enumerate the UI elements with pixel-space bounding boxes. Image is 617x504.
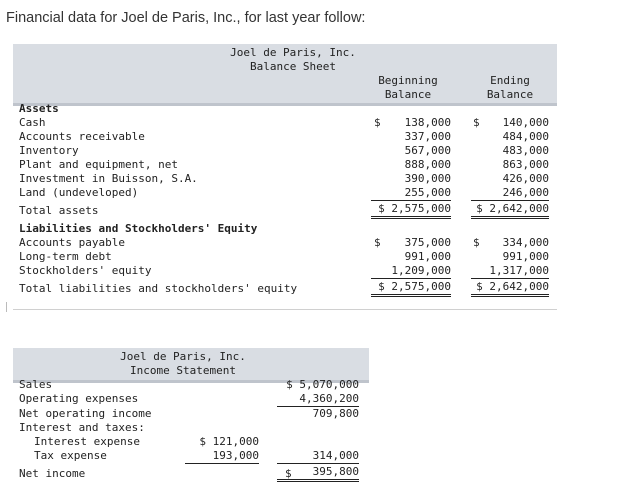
col-ending-line1: Ending — [490, 74, 530, 87]
dollar-sign: $ — [473, 116, 480, 129]
balance-sheet — [13, 44, 557, 310]
asset-end-value: 863,000 — [502, 158, 549, 171]
liability-begin-value: 1,209,000 — [371, 264, 451, 279]
liability-end-value: 1,317,000 — [471, 264, 549, 279]
bs-company-name: Joel de Paris, Inc. — [230, 46, 356, 59]
total-assets-begin: $ 2,575,000 — [371, 202, 451, 219]
opex-label: Operating expenses — [19, 392, 139, 405]
liability-begin-value: 991,000 — [404, 250, 451, 263]
col-beginning-line1: Beginning — [378, 74, 438, 87]
tax-expense-label: Tax expense — [34, 449, 107, 462]
liability-label: Accounts payable — [19, 236, 125, 249]
net-income-value: 395,800 — [277, 465, 359, 482]
dollar-sign: $ — [285, 467, 292, 480]
is-company-name: Joel de Paris, Inc. — [120, 350, 246, 363]
sales-label: Sales — [19, 378, 53, 391]
liability-begin-value: 375,000 — [404, 236, 451, 249]
asset-label: Accounts receivable — [19, 130, 145, 143]
opex-value: 4,360,200 — [277, 392, 359, 407]
total-liabilities-end: $ 2,642,000 — [471, 280, 549, 297]
assets-heading: Assets — [19, 102, 59, 115]
liability-label: Stockholders' equity — [19, 264, 152, 277]
income-statement — [13, 348, 369, 504]
asset-label: Cash — [19, 116, 46, 129]
asset-begin-value: 567,000 — [404, 144, 451, 157]
asset-end-value: 140,000 — [502, 116, 549, 129]
tax-expense-value: 193,000 — [185, 449, 259, 464]
interest-taxes-total: 314,000 — [277, 449, 359, 464]
asset-begin-value: 888,000 — [404, 158, 451, 171]
asset-begin-value: 138,000 — [404, 116, 451, 129]
sales-value: $ 5,070,000 — [286, 378, 359, 391]
asset-begin-value: 255,000 — [371, 186, 451, 201]
is-title: Income Statement — [130, 364, 236, 377]
asset-end-value: 483,000 — [502, 144, 549, 157]
asset-label: Investment in Buisson, S.A. — [19, 172, 198, 185]
interest-expense-value: $ 121,000 — [199, 435, 259, 448]
noi-label: Net operating income — [19, 407, 152, 420]
liability-end-value: 334,000 — [502, 236, 549, 249]
dollar-sign: $ — [473, 236, 480, 249]
noi-value: 709,800 — [312, 407, 359, 420]
intro-text: Financial data for Joel de Paris, Inc., for last year follow: — [6, 10, 366, 26]
col-beginning-line2: Balance — [384, 88, 432, 101]
asset-label: Land (undeveloped) — [19, 186, 139, 199]
total-assets-label: Total assets — [19, 204, 99, 217]
asset-end-value: 246,000 — [471, 186, 549, 201]
asset-label: Plant and equipment, net — [19, 158, 178, 171]
dollar-sign: $ — [374, 236, 381, 249]
dollar-sign: $ — [374, 116, 381, 129]
col-ending-line2: Balance — [486, 88, 534, 101]
liability-label: Long-term debt — [19, 250, 112, 263]
liabilities-heading: Liabilities and Stockholders' Equity — [19, 222, 258, 235]
interest-expense-label: Interest expense — [34, 435, 140, 448]
total-liabilities-begin: $ 2,575,000 — [371, 280, 451, 297]
asset-label: Inventory — [19, 144, 79, 157]
asset-end-value: 426,000 — [502, 172, 549, 185]
asset-begin-value: 390,000 — [404, 172, 451, 185]
net-income-label: Net income — [19, 467, 86, 480]
asset-end-value: 484,000 — [502, 130, 549, 143]
total-liabilities-label: Total liabilities and stockholders' equity — [19, 282, 298, 295]
total-assets-end: $ 2,642,000 — [471, 202, 549, 219]
bs-title: Balance Sheet — [249, 60, 337, 73]
interest-taxes-label: Interest and taxes: — [19, 421, 145, 434]
liability-end-value: 991,000 — [502, 250, 549, 263]
asset-begin-value: 337,000 — [404, 130, 451, 143]
